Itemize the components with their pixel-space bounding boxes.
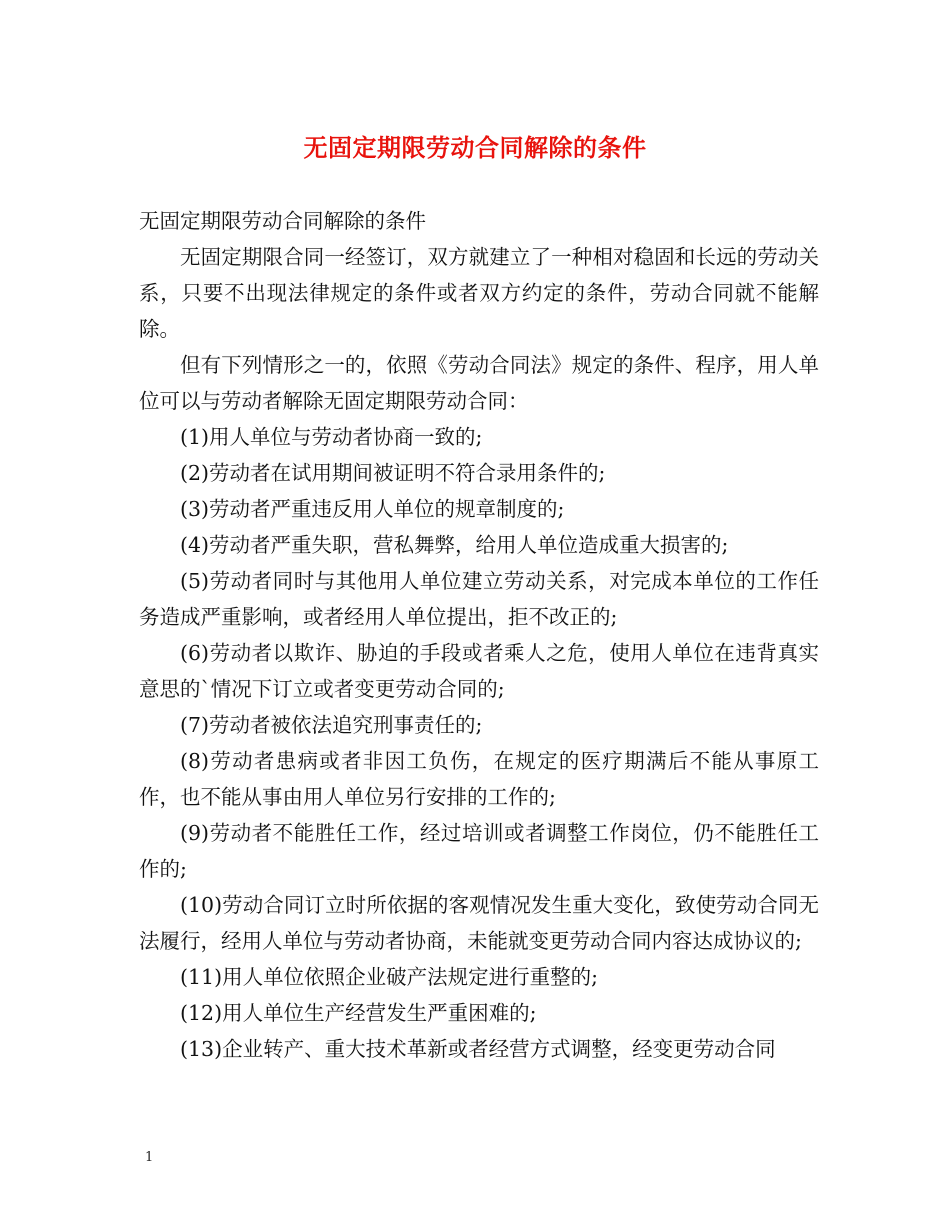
paragraph-intro: 无固定期限合同一经签订，双方就建立了一种相对稳固和长远的劳动关系，只要不出现法律规定的条件或者双方约定的条件，劳动合同就不能解除。 (139, 245, 819, 341)
list-item-13: (13)企业转产、重大技术革新或者经营方式调整，经变更劳动合同 (180, 1037, 776, 1061)
list-item-10: (10)劳动合同订立时所依据的客观情况发生重大变化，致使劳动合同无法履行，经用人单位与劳动者协商，未能就变更劳动合同内容达成协议的; (139, 893, 819, 953)
paragraph-conditions-lead: 但有下列情形之一的，依照《劳动合同法》规定的条件、程序，用人单位可以与劳动者解除无固定期限劳动合同： (139, 353, 819, 413)
document-body (139, 203, 819, 1067)
list-item-1: (1)用人单位与劳动者协商一致的; (180, 425, 483, 449)
list-item-2: (2)劳动者在试用期间被证明不符合录用条件的; (180, 461, 606, 485)
list-item-4: (4)劳动者严重失职，营私舞弊，给用人单位造成重大损害的; (180, 533, 729, 557)
document-title: 无固定期限劳动合同解除的条件 (303, 133, 647, 162)
list-item-6: (6)劳动者以欺诈、胁迫的手段或者乘人之危，使用人单位在违背真实意思的`情况下订立或者变更劳动合同的; (139, 641, 819, 701)
list-item-9: (9)劳动者不能胜任工作，经过培训或者调整工作岗位，仍不能胜任工作的; (139, 821, 819, 881)
list-item-12: (12)用人单位生产经营发生严重困难的; (180, 1001, 537, 1025)
list-item-7: (7)劳动者被依法追究刑事责任的; (180, 713, 483, 737)
page-number: 1 (145, 1150, 154, 1165)
list-item-11: (11)用人单位依照企业破产法规定进行重整的; (180, 965, 598, 989)
document-subheading: 无固定期限劳动合同解除的条件 (139, 209, 426, 233)
list-item-5: (5)劳动者同时与其他用人单位建立劳动关系，对完成本单位的工作任务造成严重影响，或者经用人单位提出，拒不改正的; (139, 569, 819, 629)
list-item-3: (3)劳动者严重违反用人单位的规章制度的; (180, 497, 565, 521)
list-item-8: (8)劳动者患病或者非因工负伤，在规定的医疗期满后不能从事原工作，也不能从事由用人单位另行安排的工作的; (139, 749, 819, 809)
